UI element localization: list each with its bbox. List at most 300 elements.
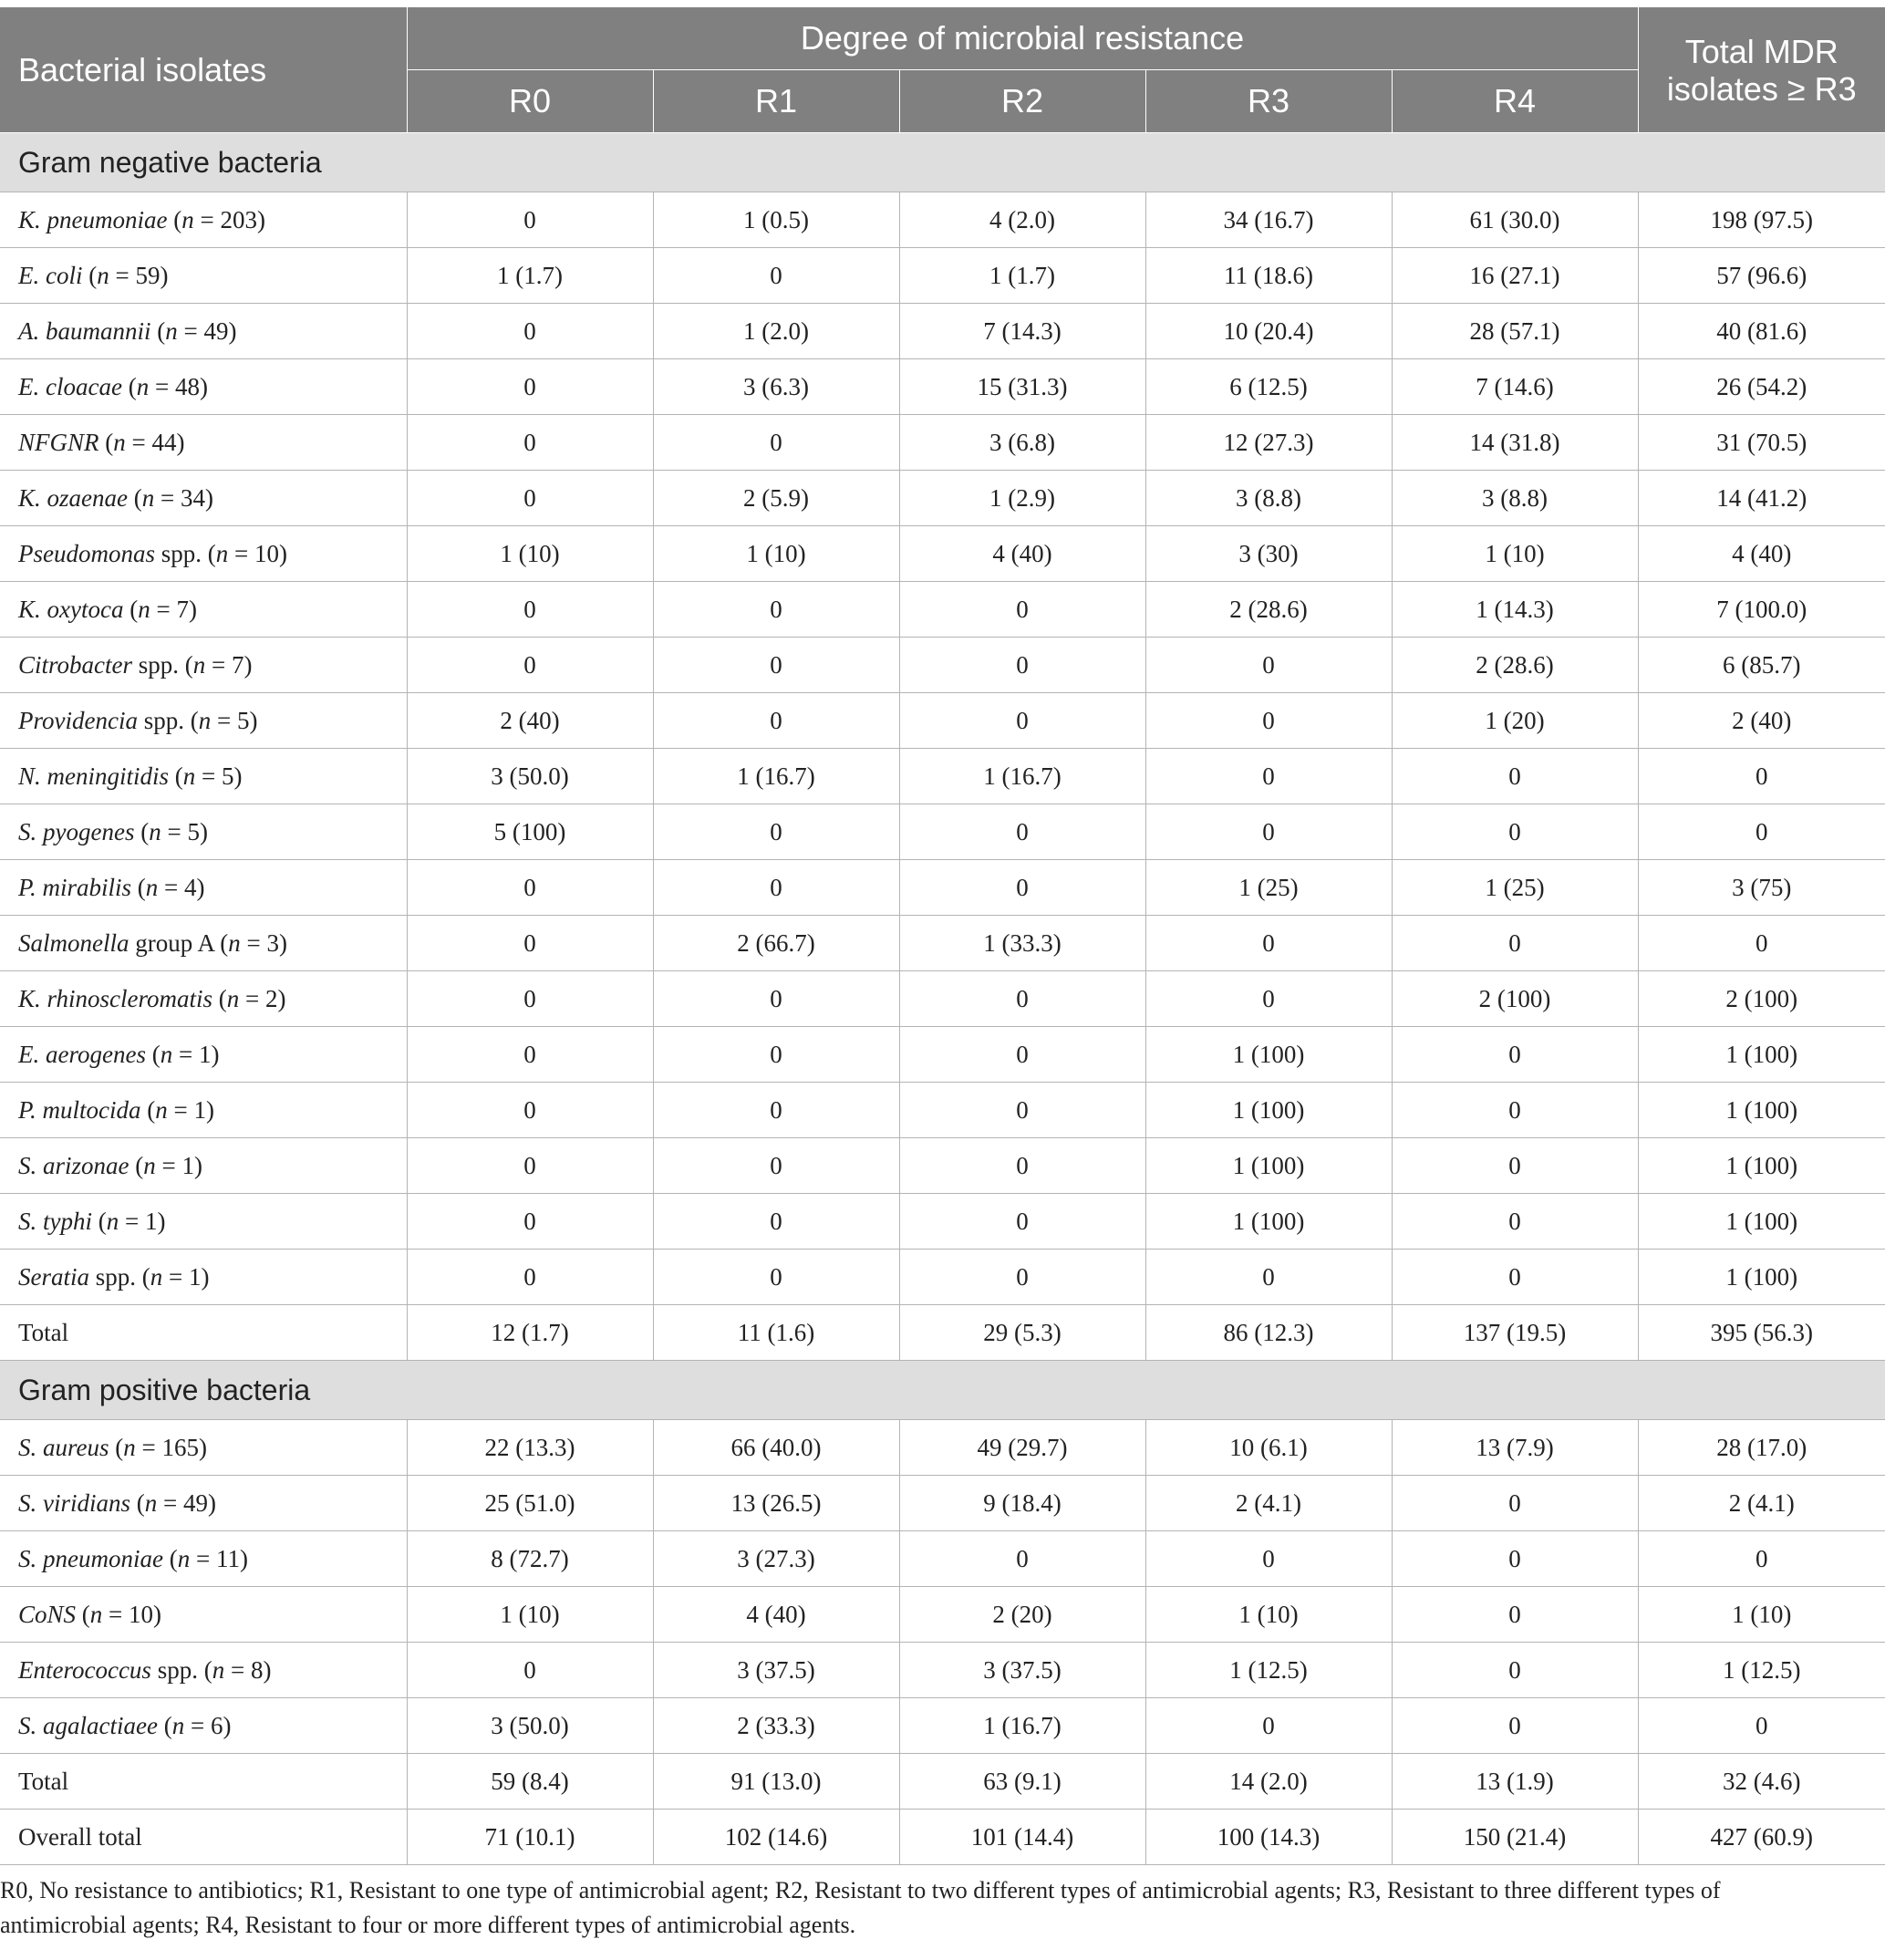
n-label: n — [123, 1433, 136, 1461]
species-name: Citrobacter — [18, 650, 132, 679]
n-label: n — [171, 1711, 185, 1739]
species-name: S. typhi — [18, 1207, 92, 1235]
value-cell: 16 (27.1) — [1392, 248, 1638, 304]
isolate-name-cell: K. ozaenae (n = 34) — [0, 471, 407, 526]
value-cell: 71 (10.1) — [407, 1810, 653, 1865]
n-label: n — [143, 1151, 156, 1179]
value-cell: 0 — [653, 1138, 899, 1194]
species-name: P. mirabilis — [18, 873, 132, 901]
n-count: 49 — [203, 316, 229, 345]
n-label: n — [182, 762, 196, 790]
value-cell: 7 (100.0) — [1638, 582, 1885, 638]
isolate-name-cell: N. meningitidis (n = 5) — [0, 749, 407, 804]
table-row — [0, 1250, 1885, 1305]
species-name: NFGNR — [18, 428, 99, 456]
value-cell: 0 — [1392, 749, 1638, 804]
isolate-name-cell: S. aureus (n = 165) — [0, 1420, 407, 1476]
value-cell: 0 — [899, 860, 1145, 916]
value-cell: 0 — [1145, 804, 1392, 860]
value-cell: 0 — [1145, 1250, 1392, 1305]
table-row — [0, 359, 1885, 415]
value-cell: 0 — [407, 916, 653, 971]
value-cell: 13 (7.9) — [1392, 1420, 1638, 1476]
n-label: n — [215, 539, 229, 567]
value-cell: 0 — [653, 1194, 899, 1250]
n-count: 1 — [144, 1207, 158, 1235]
value-cell: 29 (5.3) — [899, 1305, 1145, 1361]
table-footnote: R0, No resistance to antibiotics; R1, Resistant to one type of antimicrobial agent; R2, Resistant to two different types of antimicrobial agents; R3, Resistant to three different types of antimicrobial agents; R4, Resistant to four or more different types of antimicrobial agents. — [0, 1877, 1721, 1938]
table-row — [0, 1420, 1885, 1476]
table-header — [0, 7, 1885, 133]
n-count: 2 — [265, 984, 278, 1012]
value-cell: 91 (13.0) — [653, 1754, 899, 1810]
value-cell: 1 (33.3) — [899, 916, 1145, 971]
value-cell: 0 — [407, 415, 653, 471]
value-cell: 61 (30.0) — [1392, 192, 1638, 248]
value-cell: 1 (1.7) — [899, 248, 1145, 304]
value-cell: 1 (100) — [1638, 1083, 1885, 1138]
value-cell: 0 — [1392, 1587, 1638, 1643]
header-total-line1: Total MDR — [1684, 32, 1838, 70]
header-total-mdr — [1638, 7, 1885, 133]
value-cell: 49 (29.7) — [899, 1420, 1145, 1476]
value-cell: 4 (40) — [653, 1587, 899, 1643]
table-row — [0, 582, 1885, 638]
section-gram-positive — [0, 1361, 1885, 1420]
value-cell: 0 — [407, 192, 653, 248]
n-count: 7 — [176, 595, 189, 623]
value-cell: 0 — [899, 1250, 1145, 1305]
value-cell: 0 — [653, 860, 899, 916]
value-cell: 0 — [407, 304, 653, 359]
value-cell: 0 — [653, 582, 899, 638]
value-cell: 0 — [1638, 1698, 1885, 1754]
value-cell: 3 (37.5) — [899, 1643, 1145, 1698]
value-cell: 3 (30) — [1145, 526, 1392, 582]
total-row-gram-negative-label: Total — [0, 1305, 407, 1361]
table-row — [0, 1138, 1885, 1194]
value-cell: 0 — [407, 1083, 653, 1138]
table-body — [0, 133, 1885, 1865]
isolate-name-cell: NFGNR (n = 44) — [0, 415, 407, 471]
table-row — [0, 192, 1885, 248]
resistance-table — [0, 6, 1885, 1865]
value-cell: 102 (14.6) — [653, 1810, 899, 1865]
n-label: n — [141, 483, 155, 512]
n-label: n — [89, 1600, 103, 1628]
isolate-name-cell: S. pneumoniae (n = 11) — [0, 1531, 407, 1587]
value-cell: 0 — [1392, 804, 1638, 860]
value-cell: 1 (10) — [407, 526, 653, 582]
total-row-gram-positive — [0, 1754, 1885, 1810]
species-name: S. agalactiaee — [18, 1711, 158, 1739]
value-cell: 0 — [1392, 1698, 1638, 1754]
table-row — [0, 304, 1885, 359]
table-row — [0, 1476, 1885, 1531]
value-cell: 1 (100) — [1145, 1027, 1392, 1083]
value-cell: 0 — [899, 971, 1145, 1027]
value-cell: 0 — [407, 860, 653, 916]
species-name: S. pneumoniae — [18, 1544, 163, 1572]
total-row-gram-positive-label: Total — [0, 1754, 407, 1810]
value-cell: 1 (100) — [1145, 1138, 1392, 1194]
value-cell: 0 — [899, 1531, 1145, 1587]
value-cell: 150 (21.4) — [1392, 1810, 1638, 1865]
n-label: n — [155, 1095, 168, 1124]
n-count: 10 — [129, 1600, 154, 1628]
isolate-name-cell: Seratia spp. (n = 1) — [0, 1250, 407, 1305]
value-cell: 2 (4.1) — [1638, 1476, 1885, 1531]
value-cell: 4 (40) — [1638, 526, 1885, 582]
value-cell: 86 (12.3) — [1145, 1305, 1392, 1361]
n-label: n — [192, 650, 206, 679]
value-cell: 2 (40) — [1638, 693, 1885, 749]
isolate-name-cell: S. arizonae (n = 1) — [0, 1138, 407, 1194]
n-label: n — [198, 706, 212, 734]
value-cell: 2 (20) — [899, 1587, 1145, 1643]
isolate-name-cell: A. baumannii (n = 49) — [0, 304, 407, 359]
value-cell: 2 (28.6) — [1392, 638, 1638, 693]
species-name: Pseudomonas — [18, 539, 155, 567]
value-cell: 2 (28.6) — [1145, 582, 1392, 638]
n-count: 165 — [161, 1433, 199, 1461]
species-suffix: spp. — [89, 1262, 137, 1291]
value-cell: 31 (70.5) — [1638, 415, 1885, 471]
isolate-name-cell: CoNS (n = 10) — [0, 1587, 407, 1643]
isolate-name-cell: S. agalactiaee (n = 6) — [0, 1698, 407, 1754]
isolate-name-cell: P. mirabilis (n = 4) — [0, 860, 407, 916]
table-row — [0, 1083, 1885, 1138]
value-cell: 0 — [653, 1027, 899, 1083]
value-cell: 32 (4.6) — [1638, 1754, 1885, 1810]
value-cell: 1 (2.9) — [899, 471, 1145, 526]
value-cell: 1 (10) — [653, 526, 899, 582]
value-cell: 3 (6.8) — [899, 415, 1145, 471]
value-cell: 14 (2.0) — [1145, 1754, 1392, 1810]
species-name: S. arizonae — [18, 1151, 129, 1179]
species-suffix: spp. — [137, 706, 184, 734]
table-row — [0, 1027, 1885, 1083]
species-suffix: spp. — [155, 539, 202, 567]
value-cell: 0 — [1145, 638, 1392, 693]
value-cell: 40 (81.6) — [1638, 304, 1885, 359]
n-count: 1 — [189, 1262, 202, 1291]
value-cell: 11 (1.6) — [653, 1305, 899, 1361]
species-name: A. baumannii — [18, 316, 151, 345]
table-row — [0, 971, 1885, 1027]
table-row — [0, 526, 1885, 582]
species-name: Providencia — [18, 706, 138, 734]
isolate-name-cell: S. viridians (n = 49) — [0, 1476, 407, 1531]
value-cell: 0 — [1638, 1531, 1885, 1587]
table-row — [0, 860, 1885, 916]
n-label: n — [165, 316, 178, 345]
species-name: Salmonella — [18, 928, 129, 957]
value-cell: 0 — [1145, 749, 1392, 804]
table-row — [0, 693, 1885, 749]
value-cell: 0 — [1145, 1531, 1392, 1587]
value-cell: 0 — [1392, 1027, 1638, 1083]
isolate-name-cell: Salmonella group A (n = 3) — [0, 916, 407, 971]
value-cell: 0 — [407, 1250, 653, 1305]
value-cell: 1 (25) — [1145, 860, 1392, 916]
value-cell: 2 (5.9) — [653, 471, 899, 526]
value-cell: 0 — [653, 804, 899, 860]
value-cell: 1 (100) — [1145, 1083, 1392, 1138]
value-cell: 7 (14.6) — [1392, 359, 1638, 415]
n-count: 49 — [183, 1488, 208, 1517]
value-cell: 8 (72.7) — [407, 1531, 653, 1587]
n-count: 7 — [232, 650, 244, 679]
n-count: 1 — [181, 1151, 194, 1179]
value-cell: 1 (12.5) — [1638, 1643, 1885, 1698]
value-cell: 0 — [407, 582, 653, 638]
value-cell: 1 (100) — [1145, 1194, 1392, 1250]
value-cell: 3 (6.3) — [653, 359, 899, 415]
value-cell: 3 (37.5) — [653, 1643, 899, 1698]
value-cell: 3 (75) — [1638, 860, 1885, 916]
table-row — [0, 1194, 1885, 1250]
value-cell: 0 — [1392, 1643, 1638, 1698]
isolate-name-cell: K. pneumoniae (n = 203) — [0, 192, 407, 248]
value-cell: 6 (85.7) — [1638, 638, 1885, 693]
isolate-name-cell: Pseudomonas spp. (n = 10) — [0, 526, 407, 582]
n-count: 10 — [254, 539, 279, 567]
value-cell: 0 — [1145, 1698, 1392, 1754]
species-name: E. coli — [18, 261, 83, 289]
value-cell: 0 — [653, 1250, 899, 1305]
header-r3: R3 — [1145, 70, 1392, 133]
n-label: n — [149, 817, 161, 845]
value-cell: 2 (40) — [407, 693, 653, 749]
value-cell: 26 (54.2) — [1638, 359, 1885, 415]
value-cell: 0 — [1145, 693, 1392, 749]
value-cell: 34 (16.7) — [1145, 192, 1392, 248]
n-label: n — [177, 1544, 191, 1572]
value-cell: 2 (33.3) — [653, 1698, 899, 1754]
value-cell: 1 (100) — [1638, 1138, 1885, 1194]
species-name: S. pyogenes — [18, 817, 135, 845]
isolate-name-cell: Providencia spp. (n = 5) — [0, 693, 407, 749]
n-label: n — [138, 595, 150, 623]
value-cell: 2 (66.7) — [653, 916, 899, 971]
isolate-name-cell: E. coli (n = 59) — [0, 248, 407, 304]
value-cell: 0 — [1392, 916, 1638, 971]
value-cell: 427 (60.9) — [1638, 1810, 1885, 1865]
value-cell: 15 (31.3) — [899, 359, 1145, 415]
species-name: K. rhinoscleromatis — [18, 984, 213, 1012]
table-row — [0, 916, 1885, 971]
value-cell: 4 (2.0) — [899, 192, 1145, 248]
isolate-name-cell: K. rhinoscleromatis (n = 2) — [0, 971, 407, 1027]
value-cell: 6 (12.5) — [1145, 359, 1392, 415]
header-r4: R4 — [1392, 70, 1638, 133]
n-count: 8 — [250, 1655, 264, 1684]
n-count: 3 — [266, 928, 279, 957]
species-name: K. oxytoca — [18, 595, 124, 623]
header-total-line2: isolates ≥ R3 — [1666, 69, 1857, 108]
isolate-name-cell: P. multocida (n = 1) — [0, 1083, 407, 1138]
species-name: S. aureus — [18, 1433, 109, 1461]
value-cell: 1 (100) — [1638, 1194, 1885, 1250]
value-cell: 198 (97.5) — [1638, 192, 1885, 248]
value-cell: 0 — [407, 359, 653, 415]
value-cell: 0 — [407, 471, 653, 526]
value-cell: 0 — [407, 1027, 653, 1083]
n-label: n — [145, 873, 159, 901]
value-cell: 0 — [1638, 804, 1885, 860]
value-cell: 0 — [653, 1083, 899, 1138]
value-cell: 0 — [1392, 1083, 1638, 1138]
species-name: Seratia — [18, 1262, 89, 1291]
value-cell: 3 (27.3) — [653, 1531, 899, 1587]
overall-total-row — [0, 1810, 1885, 1865]
value-cell: 1 (0.5) — [653, 192, 899, 248]
value-cell: 0 — [407, 1643, 653, 1698]
value-cell: 0 — [653, 638, 899, 693]
value-cell: 28 (57.1) — [1392, 304, 1638, 359]
value-cell: 0 — [653, 971, 899, 1027]
value-cell: 10 (20.4) — [1145, 304, 1392, 359]
value-cell: 28 (17.0) — [1638, 1420, 1885, 1476]
value-cell: 14 (41.2) — [1638, 471, 1885, 526]
value-cell: 0 — [899, 1083, 1145, 1138]
n-count: 6 — [210, 1711, 223, 1739]
n-label: n — [150, 1262, 163, 1291]
n-label: n — [212, 1655, 225, 1684]
value-cell: 1 (12.5) — [1145, 1643, 1392, 1698]
value-cell: 0 — [899, 693, 1145, 749]
n-count: 34 — [180, 483, 205, 512]
value-cell: 0 — [653, 693, 899, 749]
species-name: E. aerogenes — [18, 1040, 146, 1068]
species-name: Enterococcus — [18, 1655, 151, 1684]
species-name: S. viridians — [18, 1488, 131, 1517]
n-count: 5 — [236, 706, 250, 734]
n-label: n — [226, 984, 240, 1012]
header-r0: R0 — [407, 70, 653, 133]
value-cell: 12 (27.3) — [1145, 415, 1392, 471]
n-count: 203 — [220, 205, 257, 233]
table-row — [0, 1643, 1885, 1698]
value-cell: 1 (10) — [407, 1587, 653, 1643]
value-cell: 0 — [1392, 1250, 1638, 1305]
n-count: 48 — [174, 372, 200, 400]
species-name: N. meningitidis — [18, 762, 170, 790]
value-cell: 0 — [1638, 916, 1885, 971]
section-gram-negative-title: Gram negative bacteria — [0, 133, 1885, 192]
n-label: n — [113, 428, 126, 456]
value-cell: 100 (14.3) — [1145, 1810, 1392, 1865]
value-cell: 0 — [407, 1194, 653, 1250]
value-cell: 137 (19.5) — [1392, 1305, 1638, 1361]
value-cell: 12 (1.7) — [407, 1305, 653, 1361]
value-cell: 63 (9.1) — [899, 1754, 1145, 1810]
isolate-name-cell: E. cloacae (n = 48) — [0, 359, 407, 415]
value-cell: 0 — [1392, 1194, 1638, 1250]
n-count: 4 — [184, 873, 197, 901]
value-cell: 2 (100) — [1392, 971, 1638, 1027]
isolate-name-cell: S. pyogenes (n = 5) — [0, 804, 407, 860]
table-row — [0, 749, 1885, 804]
value-cell: 1 (2.0) — [653, 304, 899, 359]
table-row — [0, 804, 1885, 860]
table-row — [0, 1531, 1885, 1587]
value-cell: 0 — [1145, 971, 1392, 1027]
value-cell: 3 (8.8) — [1145, 471, 1392, 526]
section-gram-negative — [0, 133, 1885, 192]
species-suffix: group A — [129, 928, 214, 957]
value-cell: 1 (20) — [1392, 693, 1638, 749]
isolate-name-cell: Enterococcus spp. (n = 8) — [0, 1643, 407, 1698]
n-label: n — [106, 1207, 119, 1235]
value-cell: 395 (56.3) — [1638, 1305, 1885, 1361]
value-cell: 1 (10) — [1638, 1587, 1885, 1643]
value-cell: 7 (14.3) — [899, 304, 1145, 359]
value-cell: 101 (14.4) — [899, 1810, 1145, 1865]
value-cell: 3 (50.0) — [407, 749, 653, 804]
species-name: E. cloacae — [18, 372, 122, 400]
value-cell: 66 (40.0) — [653, 1420, 899, 1476]
value-cell: 0 — [407, 638, 653, 693]
header-degree-of-resistance: Degree of microbial resistance — [407, 7, 1638, 70]
value-cell: 10 (6.1) — [1145, 1420, 1392, 1476]
table-row — [0, 248, 1885, 304]
n-label: n — [160, 1040, 173, 1068]
value-cell: 0 — [1392, 1476, 1638, 1531]
value-cell: 59 (8.4) — [407, 1754, 653, 1810]
n-count: 5 — [222, 762, 234, 790]
value-cell: 1 (100) — [1638, 1027, 1885, 1083]
isolate-name-cell: E. aerogenes (n = 1) — [0, 1027, 407, 1083]
value-cell: 1 (16.7) — [899, 749, 1145, 804]
species-name: CoNS — [18, 1600, 77, 1628]
value-cell: 0 — [653, 415, 899, 471]
value-cell: 1 (10) — [1145, 1587, 1392, 1643]
value-cell: 13 (26.5) — [653, 1476, 899, 1531]
header-r1: R1 — [653, 70, 899, 133]
species-suffix: spp. — [150, 1655, 198, 1684]
value-cell: 1 (25) — [1392, 860, 1638, 916]
species-name: K. pneumoniae — [18, 205, 168, 233]
value-cell: 0 — [1145, 916, 1392, 971]
header-bacterial-isolates: Bacterial isolates — [0, 7, 407, 133]
value-cell: 1 (10) — [1392, 526, 1638, 582]
value-cell: 13 (1.9) — [1392, 1754, 1638, 1810]
n-count: 1 — [198, 1040, 212, 1068]
value-cell: 0 — [653, 248, 899, 304]
value-cell: 4 (40) — [899, 526, 1145, 582]
value-cell: 14 (31.8) — [1392, 415, 1638, 471]
n-count: 5 — [187, 817, 200, 845]
value-cell: 11 (18.6) — [1145, 248, 1392, 304]
table-row — [0, 1587, 1885, 1643]
species-suffix: spp. — [132, 650, 180, 679]
n-count: 44 — [151, 428, 177, 456]
n-label: n — [228, 928, 241, 957]
value-cell: 1 (100) — [1638, 1250, 1885, 1305]
species-name: P. multocida — [18, 1095, 141, 1124]
total-row-gram-negative — [0, 1305, 1885, 1361]
value-cell: 5 (100) — [407, 804, 653, 860]
n-count: 59 — [135, 261, 161, 289]
value-cell: 0 — [899, 1027, 1145, 1083]
isolate-name-cell: K. oxytoca (n = 7) — [0, 582, 407, 638]
isolate-name-cell: Citrobacter spp. (n = 7) — [0, 638, 407, 693]
value-cell: 3 (50.0) — [407, 1698, 653, 1754]
n-count: 11 — [215, 1544, 240, 1572]
table-row — [0, 638, 1885, 693]
